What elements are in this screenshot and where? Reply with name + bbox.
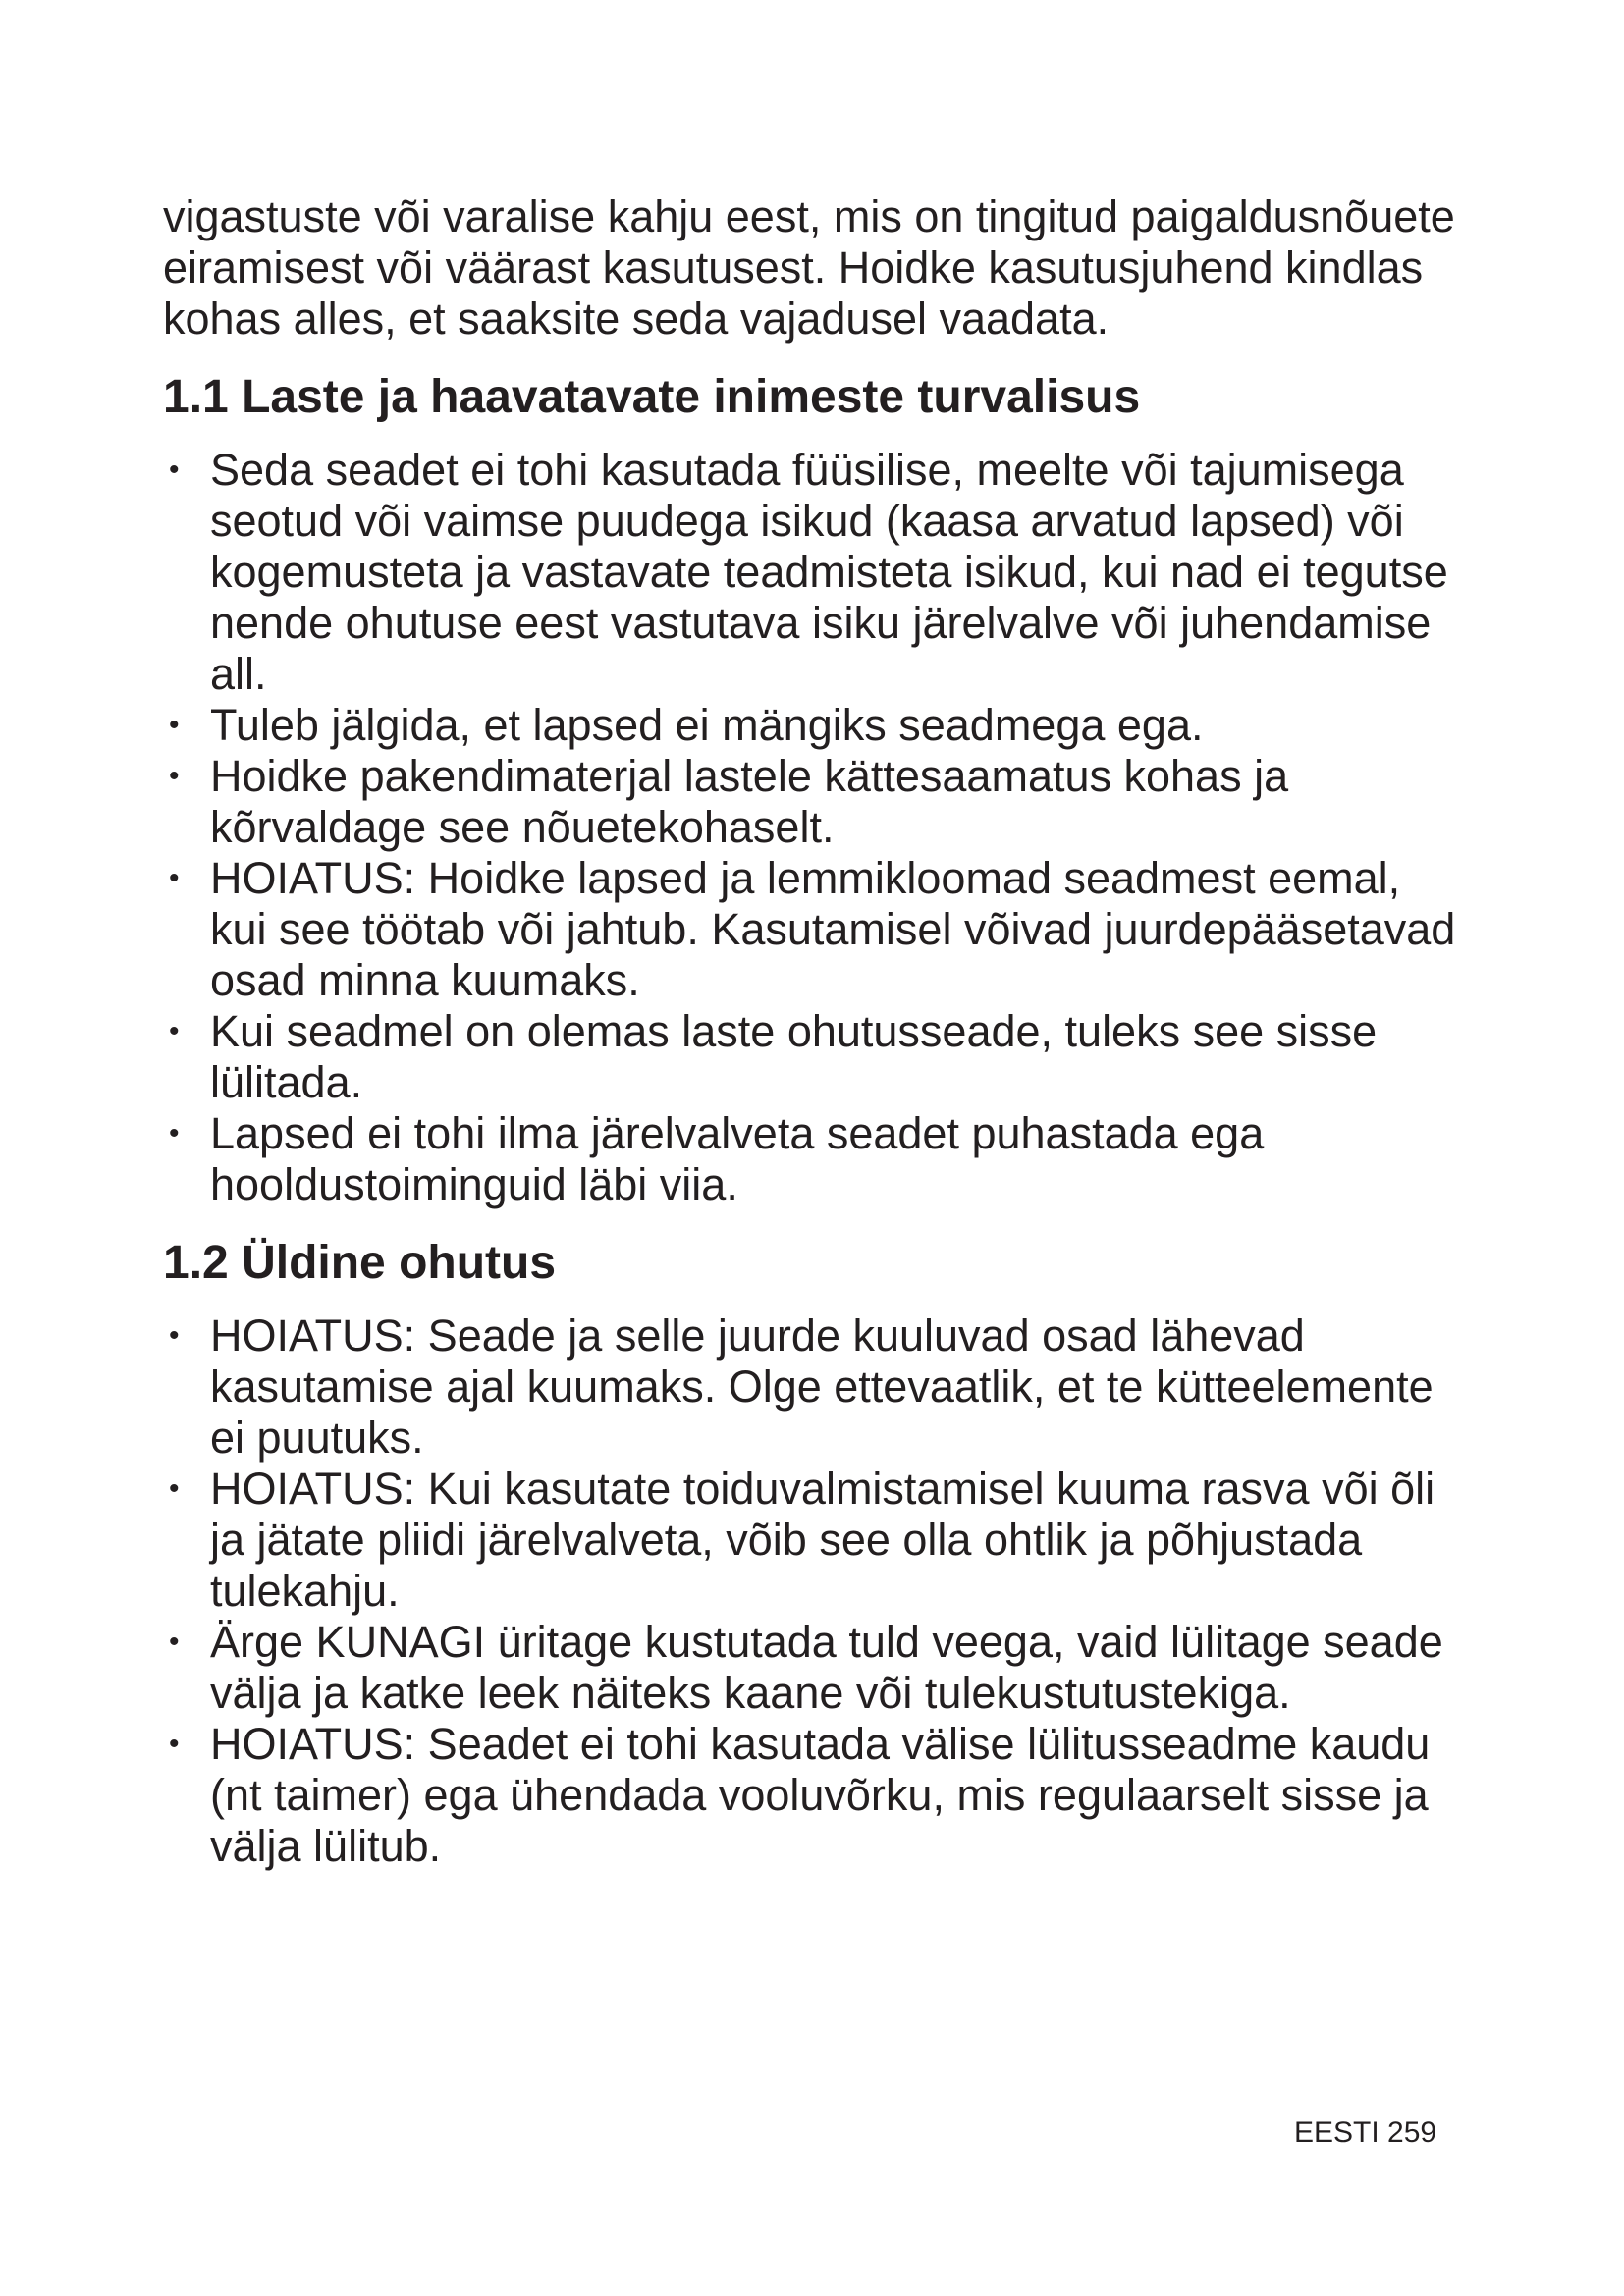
list-item: • Kui seadmel on olemas laste ohutusseade, tuleks see sisse lülitada. — [169, 1006, 1378, 1107]
list-item: • Lapsed ei tohi ilma järelvalveta seadet puhastada ega hooldustoiminguid läbi viia. — [169, 1108, 1265, 1209]
list-item: • HOIATUS: Seadet ei tohi kasutada välise lülitusseadme kaudu (nt taimer) ega ühendada vooluvõrku, mis regulaarselt sisse ja välja lülitub. — [169, 1719, 1431, 1871]
bullet-icon: • — [169, 862, 180, 894]
list-item: • Seda seadet ei tohi kasutada füüsilise, meelte või tajumisega seotud või vaimse puudega isikud (kaasa arvatud lapsed) või kogemusteta ja vastavate teadmisteta isikud, kui nad ei tegutse nende ohutuse eest vastutava isiku järelvalve või juhendamise all. — [169, 445, 1448, 699]
list-item: • HOIATUS: Seade ja selle juurde kuuluvad osad lähevad kasutamise ajal kuumaks. Olge ettevaatlik, et te kütteelemente ei puutuks. — [169, 1310, 1434, 1463]
bullet-list-child-safety — [163, 445, 1469, 1210]
bullet-icon: • — [169, 709, 180, 741]
list-item: • Ärge KUNAGI üritage kustutada tuld veega, vaid lülitage seade välja ja katke leek näiteks kaane või tulekustutustekiga. — [169, 1617, 1443, 1718]
bullet-icon: • — [169, 760, 180, 792]
bullet-icon: • — [169, 454, 180, 486]
bullet-list-general-safety — [163, 1310, 1469, 1872]
section-title-child-safety: 1.1 Laste ja haavatavate inimeste turvalisus — [163, 371, 1141, 423]
intro-paragraph: vigastuste või varalise kahju eest, mis on tingitud paigaldusnõuete eiramisest või väärast kasutusest. Hoidke kasutusjuhend kindlas kohas alles, et saaksite seda vajadusel vaadata. — [163, 191, 1455, 344]
section-title-general-safety: 1.2 Üldine ohutus — [163, 1237, 557, 1289]
list-item: • HOIATUS: Kui kasutate toiduvalmistamisel kuuma rasva või õli ja jätate pliidi järelvalveta, võib see olla ohtlik ja põhjustada tulekahju. — [169, 1464, 1435, 1616]
list-item: • Tuleb jälgida, et lapsed ei mängiks seadmega ega. — [169, 700, 1204, 750]
bullet-icon: • — [169, 1626, 180, 1658]
document-page — [163, 191, 1469, 1872]
bullet-icon: • — [169, 1015, 180, 1047]
page-footer: EESTI 259 — [1294, 2116, 1437, 2149]
bullet-icon: • — [169, 1472, 180, 1505]
bullet-icon: • — [169, 1319, 180, 1352]
list-item: • HOIATUS: Hoidke lapsed ja lemmikloomad seadmest eemal, kui see töötab või jahtub. Kasutamisel võivad juurdepääsetavad osad minna kuumaks. — [169, 853, 1456, 1005]
bullet-icon: • — [169, 1117, 180, 1149]
bullet-icon: • — [169, 1728, 180, 1760]
list-item: • Hoidke pakendimaterjal lastele kättesaamatus kohas ja kõrvaldage see nõuetekohaselt. — [169, 751, 1289, 852]
